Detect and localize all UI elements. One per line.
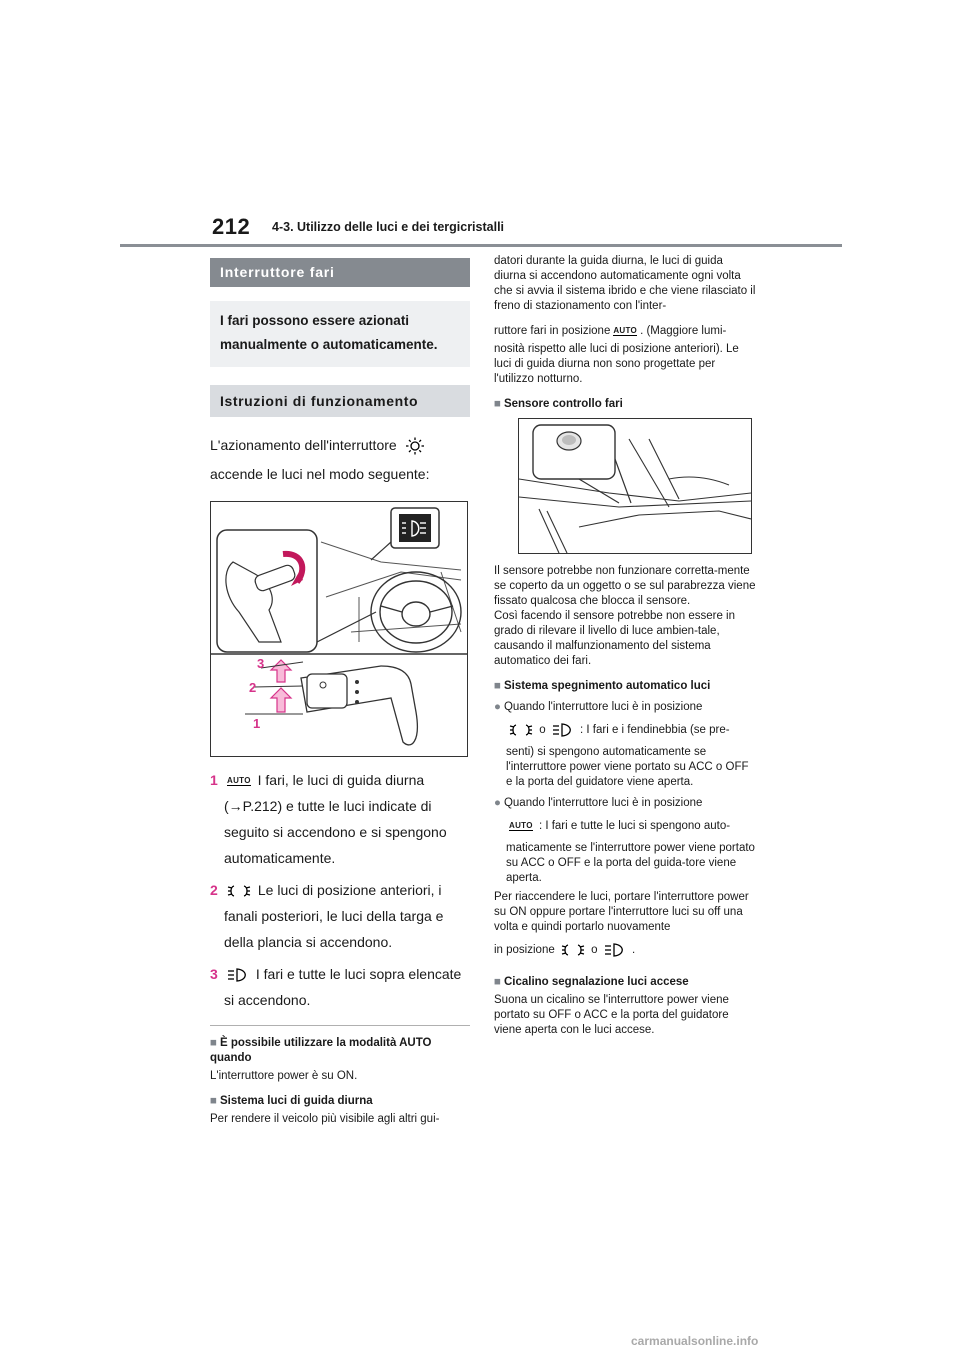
parking-light-icon	[227, 884, 251, 898]
headlight-icon	[552, 723, 574, 737]
step-text: I fari e tutte le luci sopra elencate si accendono.	[224, 966, 462, 1008]
sensor-text: Il sensore potrebbe non funzionare corretta-mente se coperto da un oggetto o se sul parabrezza viene fissato qualcosa che blocca il sensore. Così facendo il sensore potrebbe non essere in grado di rilevare il livello di luce ambien-tale, causando il malfunzionamento del sistema automatico dei fari.	[494, 565, 756, 667]
drl-continued: datori durante la guida diurna, le luci di guida diurna si accendono automaticamente ogni volta che si avvia il sistema ibrido e che viene rilasciato il freno di stazionamento con l'inter- ruttore fari in posizione AUTO . (Maggiore lumi- nosità rispetto alle luci di posizione anteriori). Le luci di guida diurna non sono progettate per l'utilizzo notturno.	[494, 255, 756, 385]
header-rule	[120, 244, 842, 247]
auto-icon: AUTO	[227, 776, 251, 786]
step-1	[210, 767, 470, 871]
note-drl-title: ■ Sistema luci di guida diurna	[210, 1095, 373, 1107]
auto-off-bullet-1: ● Quando l'interruttore luci è in posizione o : I fari e i fendinebbia (se pre- senti) si spengono automaticamente se l'interruttore power viene portato su ACC o OFF e la porta del guidatore viene aperta.	[494, 701, 749, 788]
figure-label-2: 2	[249, 680, 257, 695]
step-text: I fari, le luci di guida diurna (→P.212) e tutte le luci indicate di seguito si accendono e si spengono automaticamente.	[224, 772, 447, 866]
step-2	[210, 877, 470, 955]
sensor-title: ■ Sensore controllo fari	[494, 398, 623, 410]
section-title: Interruttore fari	[210, 258, 470, 287]
auto-icon: AUTO	[613, 325, 638, 335]
divider	[210, 1025, 470, 1026]
note-auto-title: ■ È possibile utilizzare la modalità AUTO quando	[210, 1037, 432, 1064]
left-column	[210, 258, 470, 1127]
headlight-switch-illustration	[211, 502, 467, 756]
section-header: 4-3. Utilizzo delle luci e dei tergicristalli	[272, 220, 505, 234]
subsection-title: Istruzioni di funzionamento	[210, 385, 470, 417]
right-column	[494, 254, 756, 1038]
auto-off-title: ■ Sistema spegnimento automatico luci	[494, 680, 711, 692]
steps-list	[210, 767, 470, 1013]
parking-light-icon	[561, 943, 585, 957]
sensor-illustration	[519, 419, 751, 553]
headlight-switch-figure	[210, 501, 468, 757]
buzzer-text: Suona un cicalino se l'interruttore power viene portato su OFF o ACC e la porta del guidatore viene aperta con le luci accese.	[494, 994, 729, 1036]
step-number: 1	[210, 772, 218, 788]
intro-line-1: L'azionamento dell'interruttore	[210, 437, 397, 453]
page-number: 212	[212, 214, 251, 239]
parking-light-icon	[509, 723, 533, 737]
step-3	[210, 961, 470, 1013]
step-number: 2	[210, 882, 218, 898]
auto-icon: AUTO	[509, 820, 533, 830]
headlight-icon	[227, 968, 249, 982]
light-switch-icon	[404, 437, 426, 455]
buzzer-title: ■ Cicalino segnalazione luci accese	[494, 976, 689, 988]
intro-text	[210, 431, 470, 489]
sensor-figure	[518, 418, 752, 554]
figure-label-3: 3	[257, 656, 265, 671]
relight-text: Per riaccendere le luci, portare l'interruttore power su ON oppure portare l'interruttore luci su off una volta e quindi portarlo nuovamente in posizione o .	[494, 891, 749, 956]
step-text: Le luci di posizione anteriori, i fanali posteriori, le luci della targa e della plancia si accendono.	[224, 882, 444, 950]
summary-box: I fari possono essere azionati manualmente o automaticamente.	[210, 301, 470, 367]
headlight-icon	[604, 943, 626, 957]
note-auto-body: L'interruttore power è su ON.	[210, 1070, 358, 1082]
intro-line-2: accende le luci nel modo seguente:	[210, 466, 430, 482]
note-drl-body: Per rendere il veicolo più visibile agli altri gui-	[210, 1113, 440, 1125]
figure-label-1: 1	[253, 716, 261, 731]
watermark[interactable]: carmanualsonline.info	[631, 1334, 759, 1348]
step-number: 3	[210, 966, 218, 982]
auto-off-bullet-2: ● Quando l'interruttore luci è in posizione AUTO : I fari e tutte le luci si spengono auto- maticamente se l'interruttore power viene portato su ACC o OFF e la porta del guida-tore viene aperta.	[494, 797, 755, 884]
